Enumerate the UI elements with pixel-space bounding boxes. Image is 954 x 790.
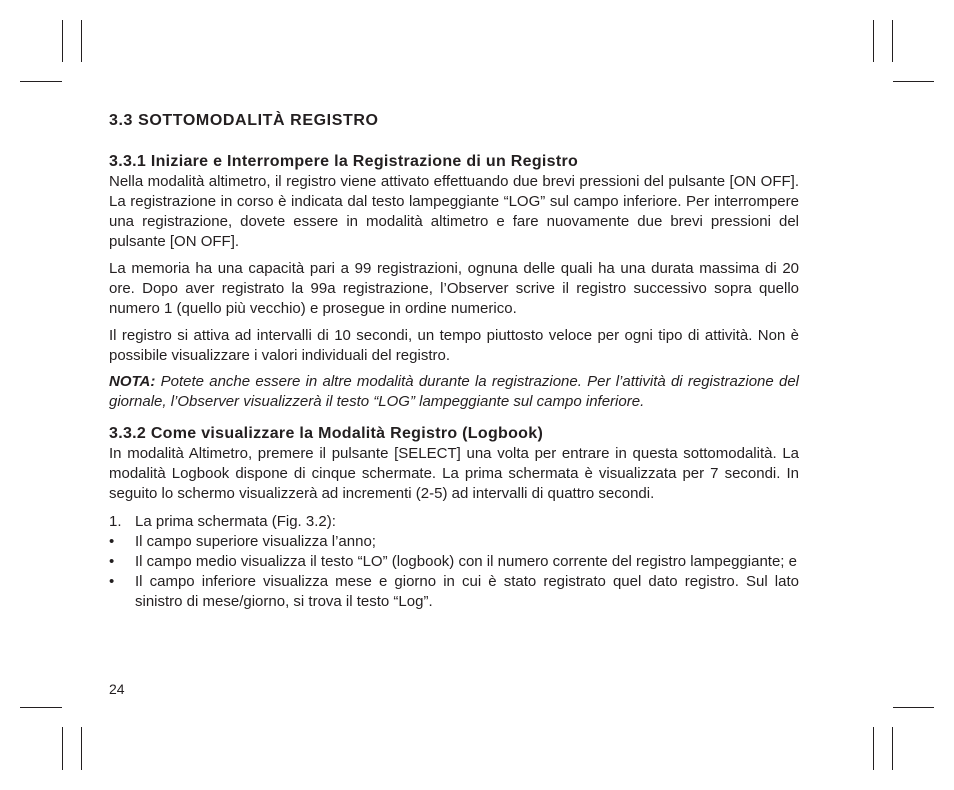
crop-mark-top-left-vertical-inner	[81, 20, 82, 62]
bullet-marker: •	[109, 533, 115, 550]
list-number: 1.	[109, 513, 122, 530]
page-number: 24	[109, 681, 125, 697]
note-label: NOTA:	[109, 373, 156, 390]
crop-mark-bottom-right-horizontal	[893, 707, 934, 708]
bullet-marker: •	[109, 553, 115, 570]
bullet-marker: •	[109, 573, 115, 590]
note-paragraph	[109, 372, 799, 412]
paragraph-activation: Nella modalità altimetro, il registro viene attivato effettuando due brevi pressioni del pulsante [ON OFF]. La registrazione in corso è indicata dal testo lampeggiante “LOG” sul campo inferiore. Per interrompere una registrazione, dovete essere in modalità altimetro e fare nuovamente due brevi pressioni del pulsante [ON OFF].	[109, 173, 799, 250]
crop-mark-bottom-left-vertical-inner	[81, 727, 82, 770]
numbered-item-1	[109, 512, 799, 532]
subsection-heading-3-3-2: 3.3.2 Come visualizzare la Modalità Registro (Logbook)	[109, 425, 544, 442]
bullet-item-year	[109, 532, 799, 552]
list-item-text: Il campo inferiore visualizza mese e giorno in cui è stato registrato quel dato registro. Sul lato sinistro di mese/giorno, si trova il testo “Log”.	[135, 573, 799, 610]
bullet-item-date	[109, 572, 799, 612]
paragraph-interval: Il registro si attiva ad intervalli di 10 secondi, un tempo piuttosto veloce per ogni tipo di attività. Non è possibile visualizzare i valori individuali del registro.	[109, 327, 799, 364]
crop-mark-top-right-vertical-outer	[892, 20, 893, 62]
crop-mark-bottom-right-vertical-inner	[873, 727, 874, 770]
note-text: Potete anche essere in altre modalità durante la registrazione. Per l’attività di registrazione del giornale, l’Observer visualizzerà il testo “LOG” lampeggiante sul campo inferiore.	[109, 373, 799, 410]
section-heading: 3.3 SOTTOMODALITÀ REGISTRO	[109, 112, 379, 129]
paragraph-logbook-intro: In modalità Altimetro, premere il pulsante [SELECT] una volta per entrare in questa sottomodalità. La modalità Logbook dispone di cinque schermate. La prima schermata è visualizzata per 7 secondi. In seguito lo schermo visualizzerà ad incrementi (2-5) ad intervalli di quattro secondi.	[109, 445, 799, 502]
page-content	[109, 111, 799, 612]
subsection-heading-3-3-1: 3.3.1 Iniziare e Interrompere la Registrazione di un Registro	[109, 153, 579, 170]
list-item-text: Il campo superiore visualizza l’anno;	[135, 533, 376, 550]
crop-mark-bottom-left-horizontal	[20, 707, 62, 708]
crop-mark-bottom-left-vertical-outer	[62, 727, 63, 770]
paragraph-memory: La memoria ha una capacità pari a 99 registrazioni, ognuna delle quali ha una durata massima di 20 ore. Dopo aver registrato la 99a registrazione, l’Observer scrive il registro successivo sopra quello numero 1 (quello più vecchio) e prosegue in ordine numerico.	[109, 260, 799, 317]
crop-mark-top-left-horizontal	[20, 81, 62, 82]
crop-mark-bottom-right-vertical-outer	[892, 727, 893, 770]
bullet-item-lo	[109, 552, 799, 572]
crop-mark-top-right-vertical-inner	[873, 20, 874, 62]
list-item-text: Il campo medio visualizza il testo “LO” (logbook) con il numero corrente del registro lampeggiante; e	[135, 553, 797, 570]
list-item-text: La prima schermata (Fig. 3.2):	[135, 513, 336, 530]
crop-mark-top-left-vertical-outer	[62, 20, 63, 62]
crop-mark-top-right-horizontal	[893, 81, 934, 82]
